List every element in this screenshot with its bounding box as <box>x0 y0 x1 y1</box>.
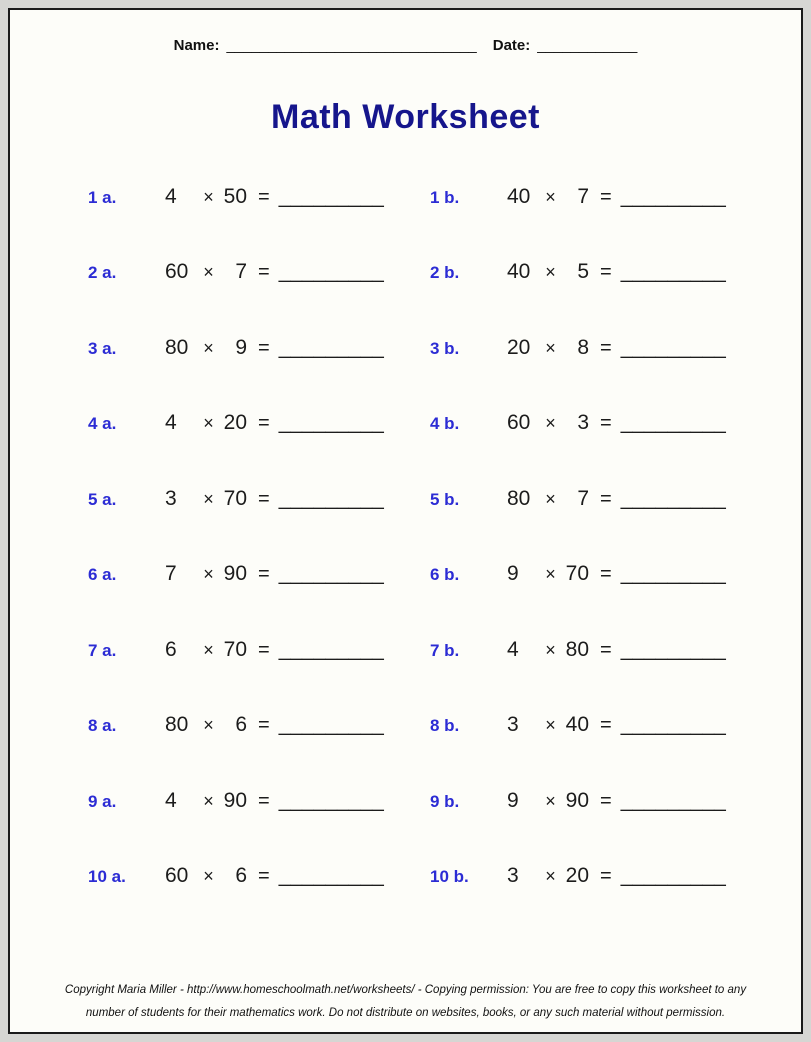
times-sign: × <box>203 262 214 283</box>
problem-b <box>430 562 772 586</box>
multiplier: 20 <box>223 411 247 435</box>
problem-row <box>88 839 801 915</box>
problem-b <box>430 713 772 737</box>
equals-sign: = <box>258 563 270 586</box>
times-sign: × <box>203 488 214 509</box>
problem-number: 2 b. <box>430 263 460 283</box>
multiplier: 70 <box>223 637 247 661</box>
equals-sign: = <box>258 261 270 284</box>
multiplier: 7 <box>577 486 589 510</box>
problem-number: 6 b. <box>430 565 460 585</box>
multiplier: 70 <box>565 562 589 586</box>
date-blank-line: ____________ <box>537 37 638 54</box>
problem-a <box>88 260 430 284</box>
multiplicand: 80 <box>165 335 189 359</box>
answer-blank: _________ <box>620 184 726 208</box>
multiplicand: 60 <box>507 411 531 435</box>
problem-number: 7 a. <box>88 640 117 660</box>
times-sign: × <box>545 866 556 887</box>
times-sign: × <box>203 413 214 434</box>
problem-number: 1 a. <box>88 187 117 207</box>
answer-blank: _________ <box>278 411 384 435</box>
problem-a <box>88 789 430 813</box>
multiplicand: 7 <box>165 562 177 586</box>
times-sign: × <box>545 262 556 283</box>
answer-blank: _________ <box>620 260 726 284</box>
equals-sign: = <box>600 185 612 208</box>
answer-blank: _________ <box>278 260 384 284</box>
times-sign: × <box>203 866 214 887</box>
multiplier: 3 <box>577 411 589 435</box>
equals-sign: = <box>258 412 270 435</box>
name-label: Name: <box>173 37 220 54</box>
multiplier: 80 <box>565 637 589 661</box>
problem-b <box>430 487 772 511</box>
problem-number: 8 a. <box>88 716 117 736</box>
times-sign: × <box>545 639 556 660</box>
times-sign: × <box>545 715 556 736</box>
multiplicand: 20 <box>507 335 531 359</box>
multiplicand: 4 <box>165 411 177 435</box>
multiplier: 5 <box>577 260 589 284</box>
problem-number: 2 a. <box>88 263 117 283</box>
problem-row <box>88 159 801 235</box>
answer-blank: _________ <box>620 713 726 737</box>
problem-number: 4 a. <box>88 414 117 434</box>
times-sign: × <box>203 790 214 811</box>
answer-blank: _________ <box>620 788 726 812</box>
problem-b <box>430 411 772 435</box>
multiplicand: 6 <box>165 637 177 661</box>
equals-sign: = <box>258 185 270 208</box>
problem-number: 8 b. <box>430 716 460 736</box>
multiplicand: 60 <box>165 260 189 284</box>
multiplicand: 3 <box>165 486 177 510</box>
multiplier: 90 <box>565 788 589 812</box>
problem-a <box>88 713 430 737</box>
problem-a <box>88 185 430 209</box>
equals-sign: = <box>258 638 270 661</box>
times-sign: × <box>545 564 556 585</box>
answer-blank: _________ <box>278 713 384 737</box>
equals-sign: = <box>258 487 270 510</box>
problem-number: 10 a. <box>88 867 126 887</box>
problem-row <box>88 612 801 688</box>
times-sign: × <box>545 337 556 358</box>
problem-number: 4 b. <box>430 414 460 434</box>
problem-a <box>88 638 430 662</box>
times-sign: × <box>203 564 214 585</box>
equals-sign: = <box>600 789 612 812</box>
problem-row <box>88 386 801 462</box>
multiplier: 40 <box>565 713 589 737</box>
multiplicand: 40 <box>507 260 531 284</box>
problem-row <box>88 235 801 311</box>
problem-row <box>88 537 801 613</box>
multiplicand: 60 <box>165 864 189 888</box>
times-sign: × <box>203 715 214 736</box>
answer-blank: _________ <box>620 562 726 586</box>
times-sign: × <box>203 639 214 660</box>
multiplier: 9 <box>235 335 247 359</box>
problem-number: 9 a. <box>88 791 117 811</box>
multiplicand: 3 <box>507 864 519 888</box>
problem-number: 3 a. <box>88 338 117 358</box>
equals-sign: = <box>258 789 270 812</box>
equals-sign: = <box>258 865 270 888</box>
name-blank-line: ______________________________ <box>226 37 477 54</box>
page-title: Math Worksheet <box>271 98 540 136</box>
problems <box>10 159 801 914</box>
answer-blank: _________ <box>620 864 726 888</box>
answer-blank: _________ <box>620 335 726 359</box>
multiplicand: 4 <box>165 184 177 208</box>
answer-blank: _________ <box>278 562 384 586</box>
problem-number: 6 a. <box>88 565 117 585</box>
answer-blank: _________ <box>620 411 726 435</box>
multiplicand: 3 <box>507 713 519 737</box>
multiplier: 90 <box>223 788 247 812</box>
times-sign: × <box>545 186 556 207</box>
problem-row <box>88 461 801 537</box>
multiplicand: 9 <box>507 788 519 812</box>
worksheet-page <box>8 8 803 1034</box>
answer-blank: _________ <box>620 486 726 510</box>
problem-b <box>430 864 772 888</box>
problem-b <box>430 789 772 813</box>
problem-number: 5 a. <box>88 489 117 509</box>
multiplicand: 80 <box>507 486 531 510</box>
problem-a <box>88 411 430 435</box>
multiplicand: 80 <box>165 713 189 737</box>
problem-b <box>430 260 772 284</box>
equals-sign: = <box>600 261 612 284</box>
answer-blank: _________ <box>620 637 726 661</box>
times-sign: × <box>545 488 556 509</box>
multiplier: 50 <box>223 184 247 208</box>
times-sign: × <box>203 337 214 358</box>
copyright-footer <box>10 979 801 1024</box>
equals-sign: = <box>258 336 270 359</box>
problem-a <box>88 864 430 888</box>
problem-b <box>430 336 772 360</box>
multiplier: 6 <box>235 713 247 737</box>
problem-a <box>88 487 430 511</box>
multiplier: 8 <box>577 335 589 359</box>
multiplier: 6 <box>235 864 247 888</box>
problem-number: 7 b. <box>430 640 460 660</box>
multiplier: 20 <box>565 864 589 888</box>
times-sign: × <box>545 413 556 434</box>
problem-number: 3 b. <box>430 338 460 358</box>
times-sign: × <box>545 790 556 811</box>
problem-a <box>88 562 430 586</box>
problem-b <box>430 638 772 662</box>
equals-sign: = <box>600 336 612 359</box>
equals-sign: = <box>258 714 270 737</box>
equals-sign: = <box>600 638 612 661</box>
equals-sign: = <box>600 412 612 435</box>
problem-number: 10 b. <box>430 867 469 887</box>
problem-number: 9 b. <box>430 791 460 811</box>
answer-blank: _________ <box>278 864 384 888</box>
equals-sign: = <box>600 563 612 586</box>
problem-row <box>88 310 801 386</box>
multiplicand: 9 <box>507 562 519 586</box>
problem-b <box>430 185 772 209</box>
answer-blank: _________ <box>278 788 384 812</box>
problem-row <box>88 763 801 839</box>
multiplier: 7 <box>577 184 589 208</box>
multiplicand: 4 <box>165 788 177 812</box>
problem-row <box>88 688 801 764</box>
copyright-line-2: number of students for their mathematics work. Do not distribute on websites, books, or any such material without permission. <box>85 1006 726 1019</box>
copyright-line-1: Copyright Maria Miller - http://www.homeschoolmath.net/worksheets/ - Copying permission: You are free to copy this worksheet to any <box>64 984 747 997</box>
header <box>10 37 801 54</box>
equals-sign: = <box>600 865 612 888</box>
date-label: Date: <box>492 37 531 54</box>
problem-a <box>88 336 430 360</box>
multiplier: 7 <box>235 260 247 284</box>
multiplier: 90 <box>223 562 247 586</box>
equals-sign: = <box>600 714 612 737</box>
answer-blank: _________ <box>278 486 384 510</box>
times-sign: × <box>203 186 214 207</box>
problem-number: 5 b. <box>430 489 460 509</box>
answer-blank: _________ <box>278 184 384 208</box>
answer-blank: _________ <box>278 335 384 359</box>
problem-number: 1 b. <box>430 187 460 207</box>
equals-sign: = <box>600 487 612 510</box>
multiplicand: 40 <box>507 184 531 208</box>
answer-blank: _________ <box>278 637 384 661</box>
multiplicand: 4 <box>507 637 519 661</box>
multiplier: 70 <box>223 486 247 510</box>
